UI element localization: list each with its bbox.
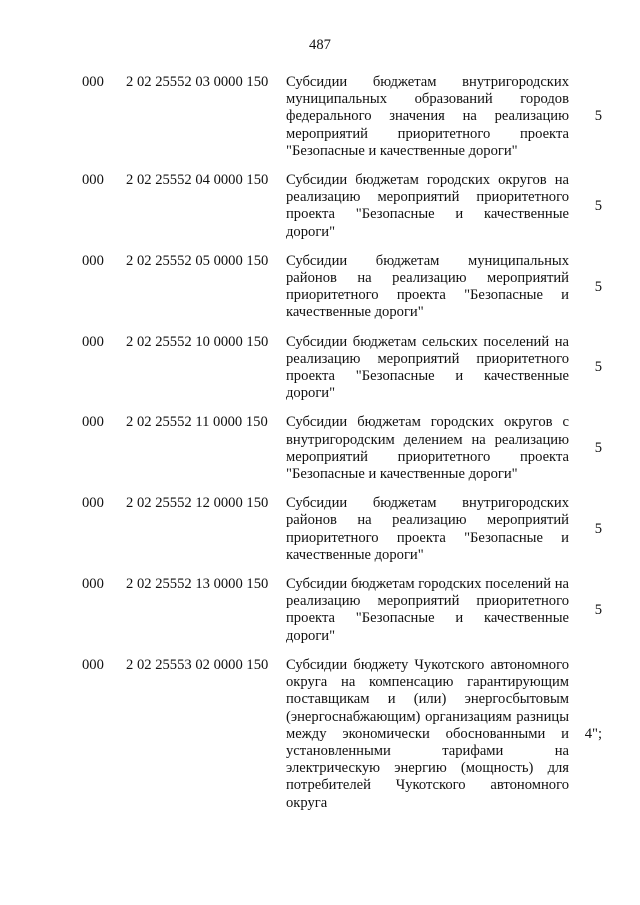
page-number: 487 <box>309 37 331 53</box>
budget-classification-code: 2 02 25552 04 0000 150 <box>126 172 269 189</box>
value: 5 <box>594 521 602 538</box>
revenue-description: Субсидии бюджетам внутригородских муниципальных образований городов федерального значения на реализацию мероприятий приоритетного проекта "Безопасные и качественные дороги" <box>286 74 569 159</box>
table-row <box>82 334 602 403</box>
revenue-description: Субсидии бюджету Чукотского автономного округа на компенсацию гарантирующим поставщикам и (или) энергосбытовым (энергоснабжающим) организациям разницы между экономически обоснованными и установленными тарифами на электрическую энергию (мощность) для потребителей Чукотского автономного округа <box>286 656 569 811</box>
value: 5 <box>594 440 602 457</box>
budget-classification-code: 2 02 25552 11 0000 150 <box>126 414 268 431</box>
budget-classification-code: 2 02 25552 03 0000 150 <box>126 74 269 90</box>
budget-classification-code: 2 02 25552 12 0000 150 <box>126 495 269 512</box>
value-cell <box>569 657 602 812</box>
value: 5 <box>594 601 602 618</box>
value-cell <box>569 576 602 645</box>
value-cell <box>569 334 602 403</box>
value-cell <box>569 414 602 483</box>
table-row <box>82 172 602 241</box>
admin-code: 000 <box>82 656 104 673</box>
admin-code: 000 <box>82 252 104 269</box>
admin-code: 000 <box>82 576 104 593</box>
value: 5 <box>594 108 602 125</box>
admin-code: 000 <box>82 74 104 90</box>
value: 5 <box>594 278 602 295</box>
budget-classification-code: 2 02 25552 10 0000 150 <box>126 333 269 350</box>
value: 5 <box>594 359 602 376</box>
table-row <box>82 253 602 322</box>
admin-code: 000 <box>82 495 104 512</box>
budget-code-table <box>82 74 602 812</box>
value-cell <box>569 74 602 160</box>
revenue-description: Субсидии бюджетам внутригородских районов на реализацию мероприятий приоритетного проекта "Безопасные и качественные дороги" <box>286 495 569 563</box>
table-row <box>82 576 602 645</box>
revenue-description: Субсидии бюджетам городских округов на реализацию мероприятий приоритетного проекта "Безопасные и качественные дороги" <box>286 172 569 240</box>
admin-code: 000 <box>82 172 104 189</box>
budget-classification-code: 2 02 25552 13 0000 150 <box>126 576 269 593</box>
table-row <box>82 414 602 483</box>
budget-classification-code: 2 02 25552 05 0000 150 <box>126 252 269 269</box>
table-row <box>82 495 602 564</box>
budget-classification-code: 2 02 25553 02 0000 150 <box>126 656 269 673</box>
admin-code: 000 <box>82 333 104 350</box>
table-row <box>82 74 602 160</box>
value-cell <box>569 172 602 241</box>
value: 5 <box>594 197 602 214</box>
value: 4"; <box>584 725 602 742</box>
revenue-description: Субсидии бюджетам сельских поселений на реализацию мероприятий приоритетного проекта "Безопасные и качественные дороги" <box>286 333 569 402</box>
revenue-description: Субсидии бюджетам городских поселений на реализацию мероприятий приоритетного проекта "Безопасные и качественные дороги" <box>286 576 569 644</box>
revenue-description: Субсидии бюджетам городских округов с внутригородским делением на реализацию мероприятий приоритетного проекта "Безопасные и качественные дороги" <box>286 414 569 483</box>
value-cell <box>569 495 602 564</box>
value-cell <box>569 253 602 322</box>
table-row <box>82 657 602 812</box>
admin-code: 000 <box>82 414 104 431</box>
revenue-description: Субсидии бюджетам муниципальных районов на реализацию мероприятий приоритетного проекта "Безопасные и качественные дороги" <box>286 252 569 321</box>
